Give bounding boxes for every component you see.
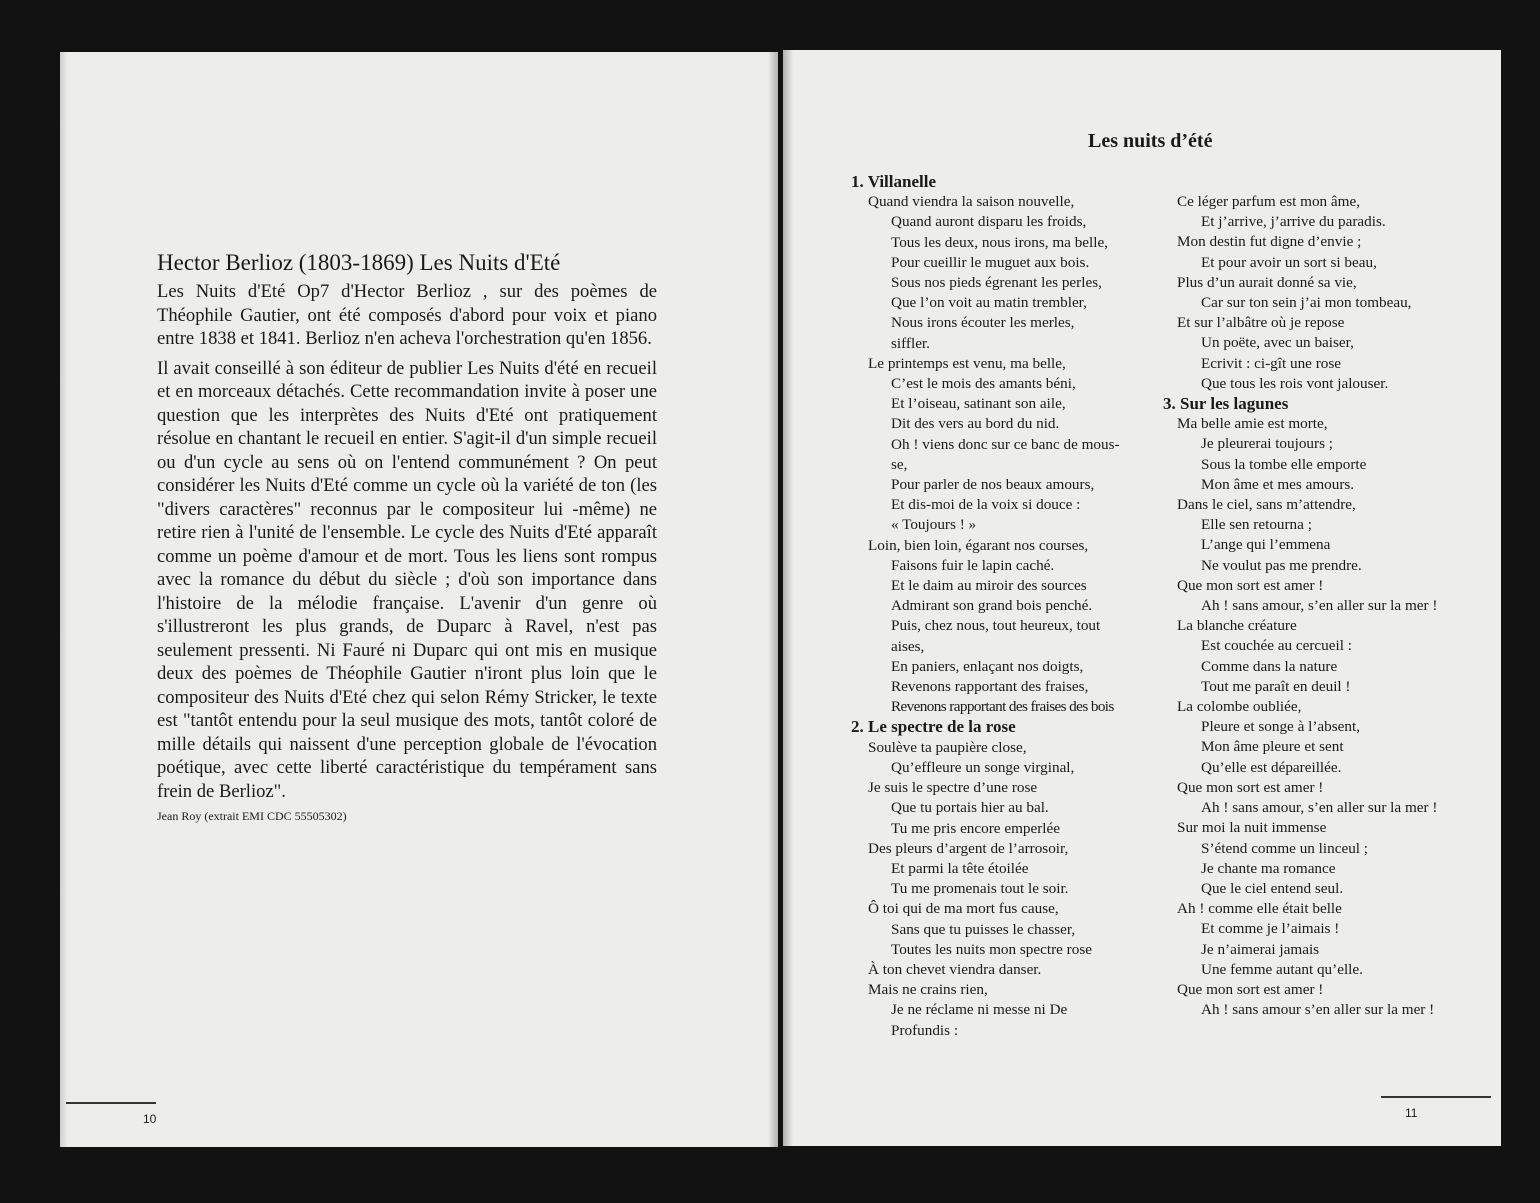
- poem-line: Je pleurerai toujours ;: [1201, 435, 1334, 453]
- poem-line: aises,: [891, 637, 925, 655]
- poem-line: Sur moi la nuit immense: [1177, 819, 1327, 837]
- poem-line: Pour cueillir le muguet aux bois.: [891, 253, 1090, 271]
- poem-line: Tu me promenais tout le soir.: [891, 880, 1069, 898]
- poem-line: Le printemps est venu, ma belle,: [868, 354, 1066, 372]
- poem-line: Oh ! viens donc sur ce banc de mous-: [891, 435, 1120, 453]
- poem-line: Je chante ma romance: [1201, 859, 1336, 877]
- poem-line: Plus d’un aurait donné sa vie,: [1177, 273, 1357, 291]
- poem-line: Profundis :: [891, 1021, 959, 1039]
- poem-line: Ce léger parfum est mon âme,: [1177, 193, 1361, 210]
- poem-line: Nous irons écouter les merles,: [891, 314, 1075, 332]
- poem-line: Ecrivit : ci-gît une rose: [1201, 354, 1342, 372]
- poem-line: Pleure et songe à l’absent,: [1201, 718, 1360, 736]
- poem-line: Ah ! comme elle était belle: [1177, 900, 1342, 918]
- binding-shadow: [768, 52, 778, 1147]
- poem-line: Est couchée au cercueil :: [1201, 637, 1352, 655]
- poem-line: Qu’effleure un songe virginal,: [891, 758, 1075, 776]
- poem-line: Ah ! sans amour s’en aller sur la mer !: [1201, 1001, 1435, 1019]
- poem-line: Et comme je l’aimais !: [1201, 920, 1340, 938]
- poem-line: Et j’arrive, j’arrive du paradis.: [1201, 213, 1386, 231]
- poem-line: Que tous les rois vont jalouser.: [1201, 374, 1389, 392]
- poem-line: La blanche créature: [1177, 617, 1297, 635]
- left-page: [60, 52, 778, 1147]
- poem-line: La colombe oubliée,: [1177, 698, 1302, 716]
- poem-line: se,: [891, 455, 908, 473]
- poem-column-2: [1163, 192, 1463, 1020]
- binding-shadow: [783, 50, 793, 1146]
- poem-line: Ah ! sans amour, s’en aller sur la mer !: [1201, 597, 1438, 615]
- poem-line: Revenons rapportant des fraises,: [891, 678, 1089, 696]
- poem-line: À ton chevet viendra danser.: [868, 960, 1042, 978]
- poem-line: Que l’on voit au matin trembler,: [891, 294, 1087, 312]
- poem-line: Ma belle amie est morte,: [1177, 415, 1328, 433]
- poem-line: Ne voulut pas me prendre.: [1201, 556, 1362, 574]
- article-paragraph: Il avait conseillé à son éditeur de publier Les Nuits d'été en recueil et en morceaux détachés. Cette recommandation invite à poser une question que les interprètes des Nuits d'Eté ont pratiquement résolue en chantant le recueil en entier. S'agit-il d'un simple recueil ou d'un cycle au sens où on l'entend communément ? On peut considérer les Nuits d'Eté comme un cycle où la variété de ton (les "divers caractères" reconnus par le compositeur lui -même) ne retire rien à l'unité de l'ensemble. Le cycle des Nuits d'Eté apparaît comme un poème d'amour et de mort. Tous les liens sont rompus avec la romance du début du siècle ; d'où son importance dans l'histoire de la mélodie française. L'avenir d'un genre où s'illustreront les plus grands, de Duparc à Ravel, n'est pas seulement pressenti. Ni Fauré ni Duparc qui ont mis en musique deux des poèmes de Théophile Gautier n'iront plus loin que le compositeur des Nuits d'Eté chez qui selon Rémy Stricker, le texte est "tantôt entendu pour la seul musique des mots, tantôt coloré de mille détails qui naissent d'une perception globale de l'évocation poétique, avec cette liberté caractéristique du tempérament sans frein de Berlioz".: [157, 357, 657, 802]
- poem-line: C’est le mois des amants béni,: [891, 375, 1076, 393]
- poem-line: Je ne réclame ni messe ni De: [891, 1001, 1068, 1019]
- poem-line: Sous la tombe elle emporte: [1201, 455, 1367, 473]
- poem-line: Et pour avoir un sort si beau,: [1201, 253, 1377, 271]
- poem-line: Et le daim au miroir des sources: [891, 577, 1087, 595]
- poem-line: Une femme autant qu’elle.: [1201, 960, 1363, 978]
- poem-line: Comme dans la nature: [1201, 657, 1338, 675]
- poem-line: Soulève ta paupière close,: [868, 738, 1027, 756]
- poem-line: Admirant son grand bois penché.: [891, 597, 1093, 615]
- article: [157, 248, 657, 824]
- poem-line: Et parmi la tête étoilée: [891, 859, 1029, 877]
- poem-line: Elle sen retourna ;: [1201, 516, 1312, 534]
- poem-line: Dit des vers au bord du nid.: [891, 415, 1060, 433]
- poem-line: Que mon sort est amer !: [1177, 980, 1324, 998]
- poem-line: Ah ! sans amour, s’en aller sur la mer !: [1201, 799, 1438, 817]
- article-title: Hector Berlioz (1803-1869) Les Nuits d'Eté: [157, 250, 561, 275]
- page-edge: [60, 52, 68, 1147]
- poem-line: Quand viendra la saison nouvelle,: [868, 193, 1075, 211]
- section-heading: 1. Villanelle: [851, 172, 936, 191]
- poem-line: Je suis le spectre d’une rose: [868, 779, 1038, 797]
- page-number: 10: [143, 1112, 157, 1126]
- poem-line: Que le ciel entend seul.: [1201, 879, 1344, 897]
- poem-line: Des pleurs d’argent de l’arrosoir,: [868, 839, 1069, 857]
- poem-line: Qu’elle est dépareillée.: [1201, 758, 1342, 776]
- poem-line: Mon âme pleure et sent: [1201, 738, 1344, 756]
- poem-line: Dans le ciel, sans m’attendre,: [1177, 496, 1356, 514]
- section-heading: 2. Le spectre de la rose: [851, 717, 1016, 737]
- poem-line: siffler.: [891, 334, 930, 352]
- poem-line: Et sur l’albâtre où je repose: [1177, 314, 1345, 332]
- poem-line: Ô toi qui de ma mort fus cause,: [868, 900, 1059, 918]
- poem-line: Quand auront disparu les froids,: [891, 213, 1087, 231]
- poem-column-1: [851, 172, 1151, 1041]
- poem-line: Que tu portais hier au bal.: [891, 799, 1049, 817]
- poem-line: Mais ne crains rien,: [868, 981, 988, 999]
- article-credit: Jean Roy (extrait EMI CDC 55505302): [157, 809, 347, 823]
- poem-line: Que mon sort est amer !: [1177, 778, 1324, 796]
- poem-line: L’ange qui l’emmena: [1201, 536, 1331, 554]
- poem-line: « Toujours ! »: [891, 516, 977, 534]
- poem-line: Un poëte, avec un baiser,: [1201, 334, 1354, 352]
- section-heading: 3. Sur les lagunes: [1163, 394, 1289, 414]
- poem-line: Revenons rapportant des fraises des bois: [891, 698, 1114, 716]
- poem-line: Sans que tu puisses le chasser,: [891, 920, 1076, 938]
- poem-line: Que mon sort est amer !: [1177, 576, 1324, 594]
- poem-line: Et l’oiseau, satinant son aile,: [891, 395, 1066, 413]
- article-paragraph: Les Nuits d'Eté Op7 d'Hector Berlioz , sur des poèmes de Théophile Gautier, ont été composés d'abord pour voix et piano entre 1838 et 1841. Berlioz n'en acheva l'orchestration qu'en 1856.: [157, 281, 657, 349]
- poem-line: Mon âme et mes amours.: [1201, 475, 1355, 493]
- poem-line: Faisons fuir le lapin caché.: [891, 556, 1055, 574]
- poem-line: Toutes les nuits mon spectre rose: [891, 940, 1092, 958]
- poem-line: En paniers, enlaçant nos doigts,: [891, 657, 1084, 675]
- footer-rule: [1381, 1096, 1491, 1098]
- footer-rule: [66, 1102, 156, 1104]
- poem-line: Mon destin fut digne d’envie ;: [1177, 233, 1362, 251]
- poem-line: Tu me pris encore emperlée: [891, 819, 1060, 837]
- poem-line: Pour parler de nos beaux amours,: [891, 476, 1095, 494]
- page-number: 11: [1405, 1106, 1418, 1120]
- poem-line: Sous nos pieds égrenant les perles,: [891, 274, 1102, 292]
- poem-line: Loin, bien loin, égarant nos courses,: [868, 536, 1089, 554]
- poem-line: Tous les deux, nous irons, ma belle,: [891, 233, 1109, 251]
- poem-line: Et dis-moi de la voix si douce :: [891, 496, 1081, 514]
- poem-line: Car sur ton sein j’ai mon tombeau,: [1201, 294, 1412, 312]
- poem-line: Je n’aimerai jamais: [1201, 940, 1320, 958]
- poem-line: Tout me paraît en deuil !: [1201, 677, 1351, 695]
- poem-line: Puis, chez nous, tout heureux, tout: [891, 617, 1101, 635]
- poem-line: S’étend comme un linceul ;: [1201, 839, 1369, 857]
- right-page: [783, 50, 1501, 1146]
- poem-title: Les nuits d’été: [1088, 130, 1213, 152]
